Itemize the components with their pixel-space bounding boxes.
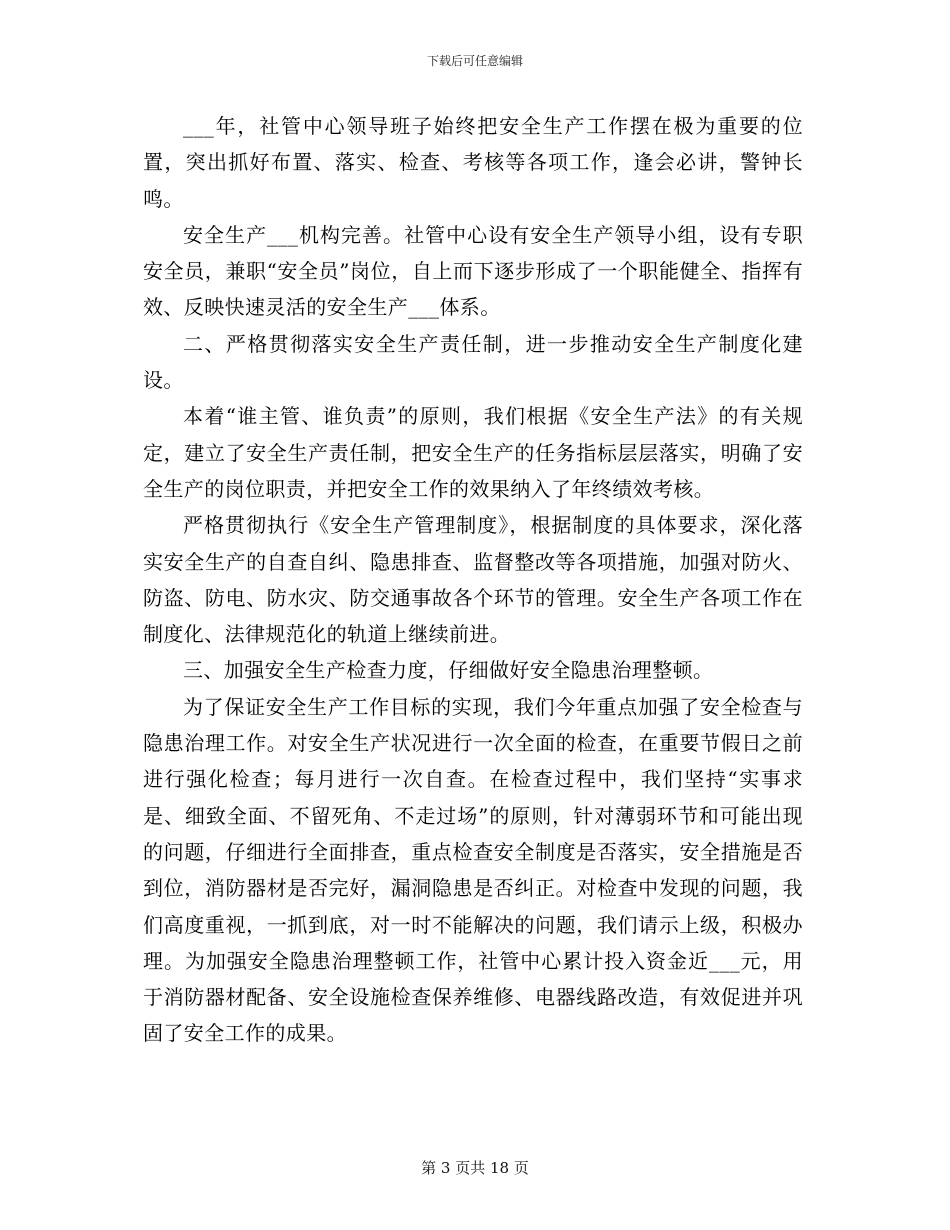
paragraph: 为了保证安全生产工作目标的实现，我们今年重点加强了安全检查与隐患治理工作。对安全生产状况进行一次全面的检查，在重要节假日之前进行强化检查；每月进行一次自查。在检查过程中，我们坚持“实事求是、细致全面、不留死角、不走过场”的原则，针对薄弱环节和可能出现的问题，仔细进行全面排查，重点检查安全制度是否落实，安全措施是否到位，消防器材是否完好，漏洞隐患是否纠正。对检查中发现的问题，我们高度重视，一抓到底，对一时不能解决的问题，我们请示上级，积极办理。为加强安全隐患治理整顿工作，社管中心累计投入资金近___元，用于消防器材配备、安全设施检查保养维修、电器线路改造，有效促进并巩固了安全工作的成果。 [143,694,803,1046]
document-body [143,108,803,1052]
section-heading: 三、加强安全生产检查力度，仔细做好安全隐患治理整顿。 [183,658,714,683]
page-header: 下载后可任意编辑 [426,54,523,68]
paragraph: 安全生产___机构完善。社管中心设有安全生产领导小组，设有专职安全员，兼职“安全员”岗位，自上而下逐步形成了一个职能健全、指挥有效、反映快速灵活的安全生产___体系。 [143,222,803,320]
paragraph: 本着“谁主管、谁负责”的原则，我们根据《安全生产法》的有关规定，建立了安全生产责任制，把安全生产的任务指标层层落实，明确了安全生产的岗位职责，并把安全工作的效果纳入了年终绩效考核。 [143,404,803,501]
section-heading: 二、严格贯彻落实安全生产责任制，进一步推动安全生产制度化建设。 [143,331,803,393]
paragraph: ___年，社管中心领导班子始终把安全生产工作摆在极为重要的位置，突出抓好布置、落实、检查、考核等各项工作，逢会必讲，警钟长鸣。 [143,114,803,211]
page-number: 第 3 页共 18 页 [421,1159,529,1177]
paragraph: 严格贯彻执行《安全生产管理制度》，根据制度的具体要求，深化落实安全生产的自查自纠、隐患排查、监督整改等各项措施，加强对防火、防盗、防电、防水灾、防交通事故各个环节的管理。安全生产各项工作在制度化、法律规范化的轨道上继续前进。 [143,513,803,647]
